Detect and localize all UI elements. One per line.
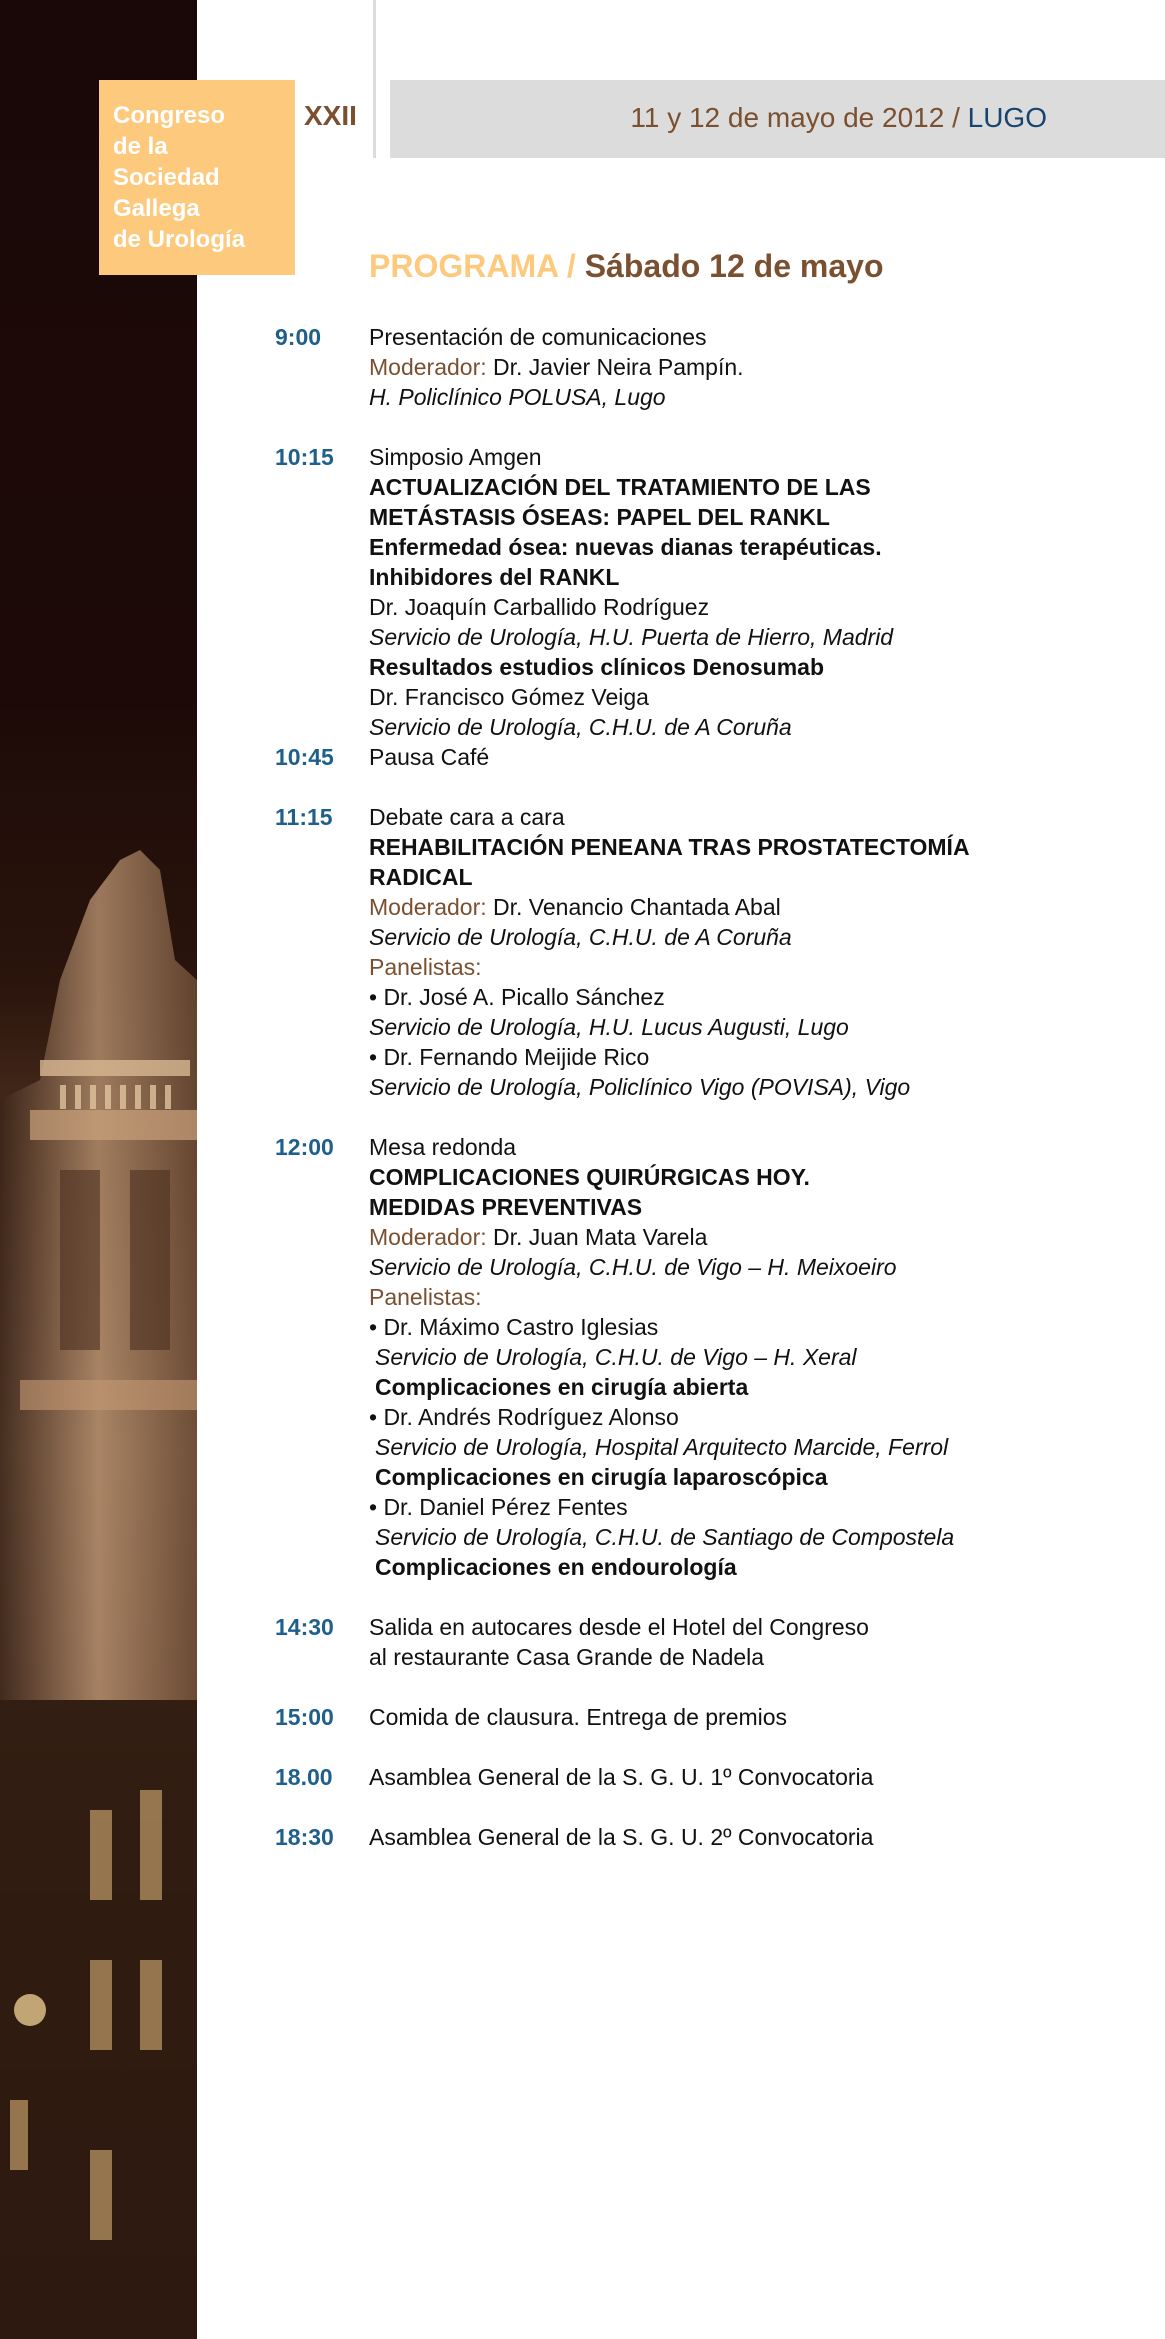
slot-time: 9:00	[275, 324, 322, 350]
slot-line: Moderador: Dr. Juan Mata Varela	[369, 1224, 708, 1250]
slot-details	[369, 1822, 1155, 1852]
slot-line: REHABILITACIÓN PENEANA TRAS PROSTATECTOMÍA	[369, 834, 970, 860]
slot-time: 14:30	[275, 1614, 334, 1640]
slot-line: Enfermedad ósea: nuevas dianas terapéuticas.	[369, 534, 882, 560]
slot-details	[369, 1132, 1155, 1582]
schedule-slot	[275, 1612, 1155, 1672]
slot-details	[369, 1702, 1155, 1732]
slot-line: Dr. Francisco Gómez Veiga	[369, 684, 649, 710]
slot-line: Salida en autocares desde el Hotel del Congreso	[369, 1614, 869, 1640]
schedule	[275, 322, 1155, 1882]
slot-time: 10:45	[275, 744, 334, 770]
event-date	[630, 102, 1047, 134]
role-label: Moderador:	[369, 894, 487, 920]
slot-line: Servicio de Urología, H.U. Puerta de Hierro, Madrid	[369, 624, 894, 650]
role-label: Panelistas:	[369, 954, 482, 980]
schedule-slot	[275, 1822, 1155, 1852]
slot-line: Servicio de Urología, Hospital Arquitecto Marcide, Ferrol	[375, 1434, 949, 1460]
slot-line: Presentación de comunicaciones	[369, 324, 707, 350]
slot-line: RADICAL	[369, 864, 473, 890]
slot-time: 11:15	[275, 804, 333, 830]
date-label: 11 y 12 de mayo de 2012 /	[630, 102, 960, 133]
slot-details	[369, 442, 1155, 742]
slot-line: Mesa redonda	[369, 1134, 517, 1160]
logo-line: de Urología	[113, 226, 246, 253]
slot-line: Servicio de Urología, C.H.U. de A Coruña	[369, 924, 792, 950]
slot-line: Simposio Amgen	[369, 444, 542, 470]
slot-line: Asamblea General de la S. G. U. 1º Convocatoria	[369, 1764, 874, 1790]
slot-line: Complicaciones en cirugía laparoscópica	[375, 1464, 828, 1490]
slot-line: Servicio de Urología, C.H.U. de Santiago de Compostela	[375, 1524, 955, 1550]
slot-line: Inhibidores del RANKL	[369, 564, 620, 590]
slot-line: al restaurante Casa Grande de Nadela	[369, 1644, 765, 1670]
logo-line: Congreso	[113, 102, 226, 129]
slot-line: Servicio de Urología, C.H.U. de Vigo – H. Xeral	[375, 1344, 857, 1370]
logo-line: Gallega	[113, 195, 200, 222]
slot-line	[369, 952, 1155, 982]
page-title	[369, 248, 883, 285]
slot-line	[369, 1282, 1155, 1312]
slot-line: METÁSTASIS ÓSEAS: PAPEL DEL RANKL	[369, 504, 830, 530]
date-bar	[390, 80, 1165, 158]
slot-line: • Dr. Fernando Meijide Rico	[369, 1044, 650, 1070]
slot-line: Complicaciones en cirugía abierta	[375, 1374, 749, 1400]
slot-line: Dr. Joaquín Carballido Rodríguez	[369, 594, 710, 620]
schedule-slot	[275, 742, 1155, 772]
schedule-slot	[275, 1762, 1155, 1792]
role-label: Panelistas:	[369, 1284, 482, 1310]
slot-line: H. Policlínico POLUSA, Lugo	[369, 384, 666, 410]
slot-time: 12:00	[275, 1134, 334, 1160]
slot-details	[369, 802, 1155, 1102]
slot-line: • Dr. Daniel Pérez Fentes	[369, 1494, 628, 1520]
city-label: LUGO	[967, 102, 1047, 133]
slot-line: Moderador: Dr. Venancio Chantada Abal	[369, 894, 781, 920]
slot-line: Servicio de Urología, C.H.U. de Vigo – H. Meixoeiro	[369, 1254, 897, 1280]
slot-line: Resultados estudios clínicos Denosumab	[369, 654, 824, 680]
schedule-slot	[275, 322, 1155, 412]
role-label: Moderador:	[369, 1224, 487, 1250]
slot-line: • Dr. Máximo Castro Iglesias	[369, 1314, 659, 1340]
slot-line: ACTUALIZACIÓN DEL TRATAMIENTO DE LAS	[369, 474, 871, 500]
slot-details	[369, 742, 1155, 772]
schedule-slot	[275, 442, 1155, 742]
slot-time: 15:00	[275, 1704, 334, 1730]
slot-line: Servicio de Urología, H.U. Lucus Augusti, Lugo	[369, 1014, 849, 1040]
slot-details	[369, 1612, 1155, 1672]
side-photo	[0, 0, 197, 2339]
schedule-slot	[275, 1132, 1155, 1582]
congress-logo	[99, 80, 295, 275]
role-label: Moderador:	[369, 354, 487, 380]
logo-line: de la	[113, 133, 168, 160]
cathedral-illustration	[0, 0, 197, 2339]
slot-line: Debate cara a cara	[369, 804, 565, 830]
schedule-slot	[275, 1702, 1155, 1732]
slot-time: 18:30	[275, 1824, 334, 1850]
slot-line: Comida de clausura. Entrega de premios	[369, 1704, 788, 1730]
slot-line: COMPLICACIONES QUIRÚRGICAS HOY.	[369, 1164, 810, 1190]
slot-line: Complicaciones en endourología	[375, 1554, 737, 1580]
slot-line: Moderador: Dr. Javier Neira Pampín.	[369, 354, 744, 380]
edition-number: XXII	[304, 100, 357, 131]
schedule-slot	[275, 802, 1155, 1102]
slot-line: • Dr. Andrés Rodríguez Alonso	[369, 1404, 679, 1430]
header-divider	[373, 0, 376, 158]
slot-time: 18.00	[275, 1764, 333, 1790]
slot-time: 10:15	[275, 444, 334, 470]
slot-line: • Dr. José A. Picallo Sánchez	[369, 984, 665, 1010]
slot-line: Servicio de Urología, Policlínico Vigo (POVISA), Vigo	[369, 1074, 911, 1100]
slot-details	[369, 1762, 1155, 1792]
logo-line: Sociedad	[113, 164, 220, 191]
slot-details	[369, 322, 1155, 412]
logo-text	[113, 100, 245, 255]
slot-line: MEDIDAS PREVENTIVAS	[369, 1194, 643, 1220]
day-label: Sábado 12 de mayo	[584, 248, 884, 284]
slot-line: Asamblea General de la S. G. U. 2º Convocatoria	[369, 1824, 874, 1850]
slot-line: Servicio de Urología, C.H.U. de A Coruña	[369, 714, 792, 740]
program-label: PROGRAMA /	[369, 248, 576, 284]
slot-line: Pausa Café	[369, 744, 490, 770]
